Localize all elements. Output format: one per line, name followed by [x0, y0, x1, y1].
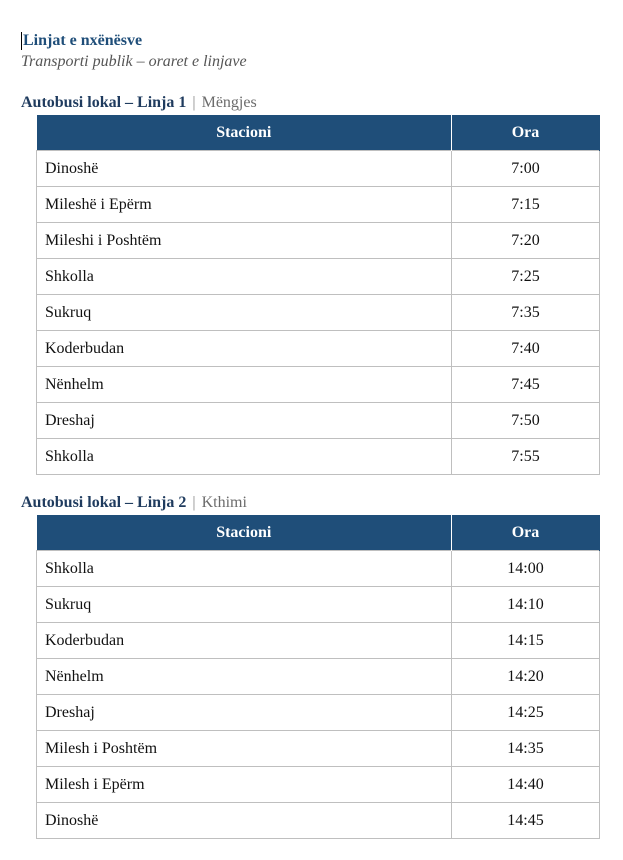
section-title[interactable]: Autobusi lokal – Linja 2 [21, 494, 187, 511]
section-separator: | [192, 494, 196, 511]
stop-cell[interactable]: Shkolla [37, 551, 452, 587]
table-row [37, 295, 600, 331]
document-subtitle[interactable]: Transporti publik – oraret e linjave [21, 53, 247, 70]
stop-cell[interactable]: Dreshaj [37, 403, 452, 439]
table-row [37, 623, 600, 659]
table-row [37, 187, 600, 223]
stop-cell[interactable]: Milesh i Epërm [37, 767, 452, 803]
time-cell[interactable]: 14:25 [452, 695, 600, 731]
stop-cell[interactable]: Sukruq [37, 295, 452, 331]
stop-cell[interactable]: Dreshaj [37, 695, 452, 731]
section-subtitle[interactable]: Kthimi [201, 494, 247, 511]
time-cell[interactable]: 14:10 [452, 587, 600, 623]
section-heading-line-1 [21, 94, 257, 112]
stop-cell[interactable]: Nënhelm [37, 367, 452, 403]
table-header-row [37, 515, 600, 551]
table-row [37, 731, 600, 767]
table-row [37, 695, 600, 731]
table-row [37, 587, 600, 623]
section-title[interactable]: Autobusi lokal – Linja 1 [21, 94, 187, 111]
table-row [37, 223, 600, 259]
stop-cell[interactable]: Shkolla [37, 259, 452, 295]
column-header-stop[interactable]: Stacioni [37, 515, 452, 551]
table-row [37, 367, 600, 403]
section-heading-line-2 [21, 494, 247, 512]
table-header-row [37, 115, 600, 151]
table-row [37, 403, 600, 439]
section-subtitle[interactable]: Mëngjes [201, 94, 257, 111]
stop-cell[interactable]: Mileshi i Poshtëm [37, 223, 452, 259]
section-separator: | [192, 94, 196, 111]
schedule-table-line-2 [36, 515, 600, 839]
stop-cell[interactable]: Sukruq [37, 587, 452, 623]
stop-cell[interactable]: Shkolla [37, 439, 452, 475]
table-row [37, 767, 600, 803]
stop-cell[interactable]: Dinoshë [37, 803, 452, 839]
time-cell[interactable]: 7:40 [452, 331, 600, 367]
time-cell[interactable]: 14:45 [452, 803, 600, 839]
time-cell[interactable]: 14:35 [452, 731, 600, 767]
time-cell[interactable]: 7:00 [452, 151, 600, 187]
schedule-table-line-1 [36, 115, 600, 475]
time-cell[interactable]: 14:00 [452, 551, 600, 587]
table-row [37, 151, 600, 187]
table-row [37, 551, 600, 587]
column-header-time[interactable]: Ora [452, 115, 600, 151]
text-cursor [21, 32, 22, 50]
table-row [37, 803, 600, 839]
time-cell[interactable]: 7:45 [452, 367, 600, 403]
time-cell[interactable]: 7:50 [452, 403, 600, 439]
stop-cell[interactable]: Dinoshë [37, 151, 452, 187]
stop-cell[interactable]: Nënhelm [37, 659, 452, 695]
time-cell[interactable]: 7:55 [452, 439, 600, 475]
table-row [37, 331, 600, 367]
time-cell[interactable]: 14:40 [452, 767, 600, 803]
time-cell[interactable]: 7:15 [452, 187, 600, 223]
stop-cell[interactable]: Koderbudan [37, 623, 452, 659]
column-header-time[interactable]: Ora [452, 515, 600, 551]
stop-cell[interactable]: Milesh i Poshtëm [37, 731, 452, 767]
time-cell[interactable]: 14:15 [452, 623, 600, 659]
column-header-stop[interactable]: Stacioni [37, 115, 452, 151]
time-cell[interactable]: 7:35 [452, 295, 600, 331]
document-title[interactable]: Linjat e nxënësve [23, 32, 143, 49]
table-row [37, 439, 600, 475]
time-cell[interactable]: 14:20 [452, 659, 600, 695]
time-cell[interactable]: 7:25 [452, 259, 600, 295]
table-row [37, 659, 600, 695]
stop-cell[interactable]: Mileshë i Epërm [37, 187, 452, 223]
table-row [37, 259, 600, 295]
time-cell[interactable]: 7:20 [452, 223, 600, 259]
stop-cell[interactable]: Koderbudan [37, 331, 452, 367]
